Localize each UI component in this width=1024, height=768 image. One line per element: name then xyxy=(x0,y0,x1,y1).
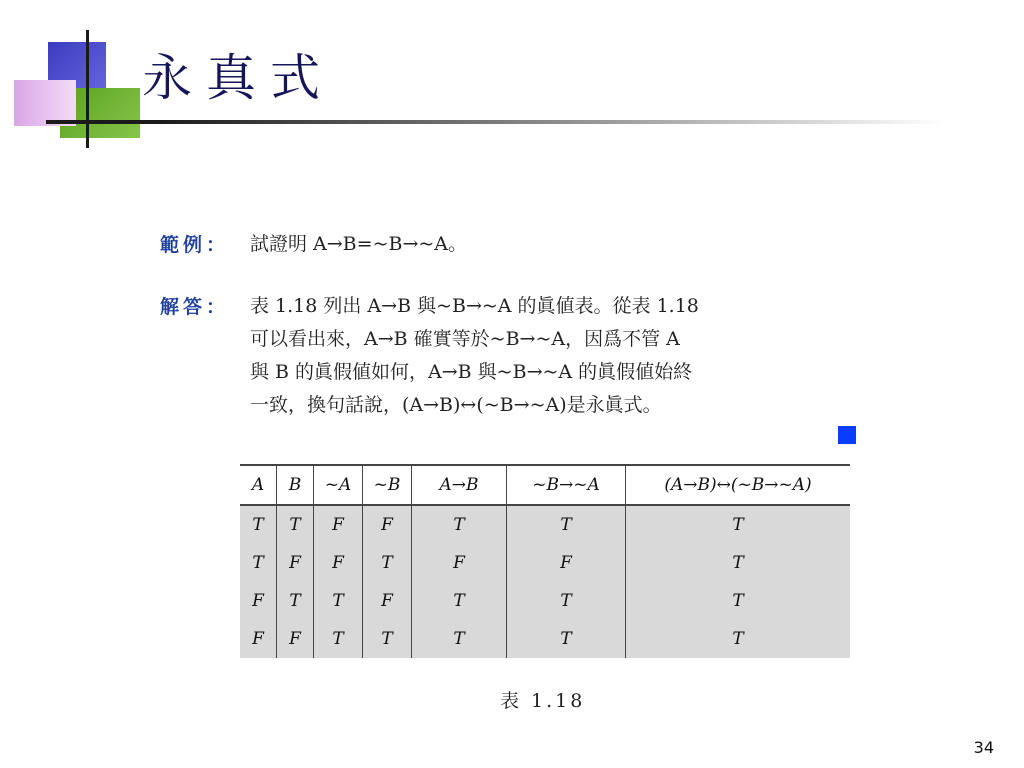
table-cell: T xyxy=(507,582,626,620)
table-cell: T xyxy=(240,505,277,544)
truth-table xyxy=(240,464,850,658)
column-header: ~B xyxy=(363,465,412,505)
title-underline xyxy=(46,120,946,124)
answer-line: 與 B 的眞假値如何，A→B 與~B→~A 的眞假値始終 xyxy=(250,361,693,383)
table-cell: T xyxy=(412,620,507,658)
column-header: A xyxy=(240,465,277,505)
table-cell: T xyxy=(277,582,314,620)
answer-line: 一致，換句話說，(A→B)↔(~B→~A)是永眞式。 xyxy=(250,394,662,416)
table-cell: T xyxy=(314,620,363,658)
table-cell: F xyxy=(240,620,277,658)
decor-vertical-line xyxy=(86,30,89,148)
column-header: ~A xyxy=(314,465,363,505)
table-header-row xyxy=(240,465,850,505)
table-cell: F xyxy=(240,582,277,620)
table-caption: 表 1.18 xyxy=(500,690,586,712)
table-row xyxy=(240,505,850,544)
table-cell: T xyxy=(507,505,626,544)
end-of-proof-square xyxy=(838,426,856,444)
column-header: A→B xyxy=(412,465,507,505)
table-cell: T xyxy=(626,505,851,544)
answer-text xyxy=(250,290,865,422)
answer-label: 解答： xyxy=(160,296,230,318)
column-header: ~B→~A xyxy=(507,465,626,505)
column-header: (A→B)↔(~B→~A) xyxy=(626,465,851,505)
answer-line: 可以看出來，A→B 確實等於~B→~A，因爲不管 A xyxy=(250,328,680,350)
example-text: 試證明 A→B=~B→~A。 xyxy=(250,233,468,255)
slide-title: 永真式 xyxy=(142,49,334,107)
table-cell: F xyxy=(363,582,412,620)
table-row xyxy=(240,620,850,658)
table-row xyxy=(240,582,850,620)
column-header: B xyxy=(277,465,314,505)
table-cell: T xyxy=(412,582,507,620)
table-cell: T xyxy=(507,620,626,658)
page-number: 34 xyxy=(973,738,994,757)
table-cell: F xyxy=(277,620,314,658)
table-cell: T xyxy=(363,620,412,658)
table-cell: T xyxy=(626,582,851,620)
table-cell: T xyxy=(240,544,277,582)
table-cell: F xyxy=(314,544,363,582)
table-cell: T xyxy=(412,505,507,544)
table-cell: F xyxy=(507,544,626,582)
table-cell: F xyxy=(412,544,507,582)
table-cell: T xyxy=(314,582,363,620)
table-cell: F xyxy=(363,505,412,544)
table-cell: T xyxy=(277,505,314,544)
table-row xyxy=(240,544,850,582)
table-cell: T xyxy=(626,620,851,658)
table-cell: T xyxy=(363,544,412,582)
answer-line: 表 1.18 列出 A→B 與~B→~A 的眞値表。從表 1.18 xyxy=(250,295,699,317)
table-cell: F xyxy=(277,544,314,582)
table-cell: F xyxy=(314,505,363,544)
table-cell: T xyxy=(626,544,851,582)
example-label: 範例： xyxy=(160,234,230,256)
